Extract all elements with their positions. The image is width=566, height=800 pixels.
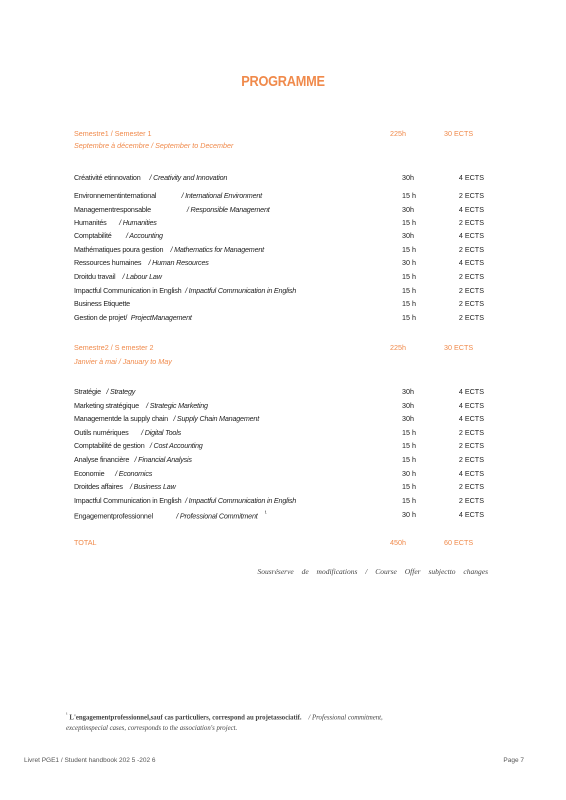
- course-name-fr: Managementresponsable: [74, 205, 151, 214]
- course-hours: 15 h: [402, 482, 416, 491]
- course-ects: 2 ECTS: [458, 496, 484, 505]
- semester1-dates: Septembre à décembre / September to December: [74, 141, 234, 150]
- course-ects: 4 ECTS: [458, 205, 484, 214]
- course-name-en: / Responsible Management: [186, 205, 270, 214]
- course-hours: 15 h: [402, 272, 416, 281]
- course-ects: 2 ECTS: [458, 272, 484, 281]
- course-hours: 30h: [402, 387, 414, 396]
- semester1-ects: 30 ECTS: [444, 129, 474, 138]
- total-hours: 450h: [390, 538, 406, 547]
- course-row: [74, 311, 494, 324]
- course-row: [74, 284, 494, 297]
- course-hours: 30h: [402, 401, 414, 410]
- course-name-en: / Strategy: [106, 387, 136, 396]
- course-name-en: / Labour Law: [122, 272, 162, 281]
- course-name-en: / Digital Tools: [141, 428, 182, 437]
- footnote-en-2: exceptinspecial cases, corresponds to the association's project.: [66, 725, 238, 733]
- footnote: [66, 710, 486, 734]
- course-name-en: / Mathematics for Management: [170, 245, 264, 254]
- course-ects: 4 ECTS: [458, 510, 484, 519]
- course-ects: 2 ECTS: [458, 441, 484, 450]
- course-row: [74, 494, 494, 507]
- semester2-ects: 30 ECTS: [444, 343, 474, 352]
- course-hours: 15 h: [402, 245, 416, 254]
- footnote-mark: ¹: [66, 712, 68, 718]
- course-hours: 30h: [402, 414, 414, 423]
- semester1-hours: 225h: [390, 129, 406, 138]
- course-name-en: / Human Resources: [148, 258, 209, 267]
- course-name-fr: Economie: [74, 469, 105, 478]
- course-hours: 15 h: [402, 299, 416, 308]
- course-name-en: / Strategic Marketing: [146, 401, 208, 410]
- total-label: TOTAL: [74, 538, 97, 547]
- page-title: PROGRAMME: [241, 73, 325, 90]
- course-name-fr: Engagementprofessionnel: [74, 511, 153, 521]
- course-ects: 4 ECTS: [458, 414, 484, 423]
- course-hours: 15 h: [402, 286, 416, 295]
- course-name-fr: Stratégie: [74, 387, 101, 396]
- course-name-en: / Supply Chain Management: [173, 414, 260, 423]
- course-hours: 15 h: [402, 191, 416, 200]
- course-row: [74, 385, 494, 398]
- course-hours: 30 h: [402, 469, 416, 478]
- course-name-fr: Environnementinternational: [74, 191, 157, 200]
- course-hours: 30 h: [402, 510, 416, 519]
- semester2-hours: 225h: [390, 343, 406, 352]
- course-name-fr: Droitdu travail: [74, 272, 116, 281]
- course-name-fr: Managementde la supply chain: [74, 414, 168, 423]
- total-ects: 60 ECTS: [444, 538, 474, 547]
- course-name-fr: Comptabilité: [74, 231, 112, 240]
- course-name-en: / Accounting: [125, 231, 163, 240]
- course-ects: 2 ECTS: [458, 245, 484, 254]
- course-row: [74, 426, 494, 439]
- course-hours: 15 h: [402, 455, 416, 464]
- course-name-fr: Ressources humaines: [74, 258, 142, 267]
- course-name-en: / Humanities: [119, 218, 157, 227]
- course-ects: 4 ECTS: [458, 173, 484, 182]
- semester2-title: Semestre2 / S emester 2: [74, 343, 154, 352]
- course-row: [74, 467, 494, 480]
- course-hours: 30h: [402, 205, 414, 214]
- course-ects: 2 ECTS: [458, 286, 484, 295]
- course-row: [74, 189, 494, 202]
- course-name-fr: Impactful Communication in English: [74, 496, 182, 505]
- course-row: [74, 243, 494, 256]
- course-hours: 30h: [402, 231, 414, 240]
- course-name-fr: Droitdes affaires: [74, 482, 123, 491]
- semester1-title: Semestre1 / Semester 1: [74, 129, 152, 138]
- course-hours: 15 h: [402, 441, 416, 450]
- course-hours: 30h: [402, 173, 414, 182]
- course-ects: 4 ECTS: [458, 258, 484, 267]
- course-name-fr: Gestion de projet/: [74, 313, 128, 322]
- course-row: [74, 270, 494, 283]
- course-row: [74, 216, 494, 229]
- course-ects: 2 ECTS: [458, 218, 484, 227]
- course-name-fr: Analyse financière: [74, 455, 130, 464]
- course-ects: 2 ECTS: [458, 191, 484, 200]
- course-name-en: / Cost Accounting: [149, 441, 203, 450]
- course-name-en: / Business Law: [130, 482, 176, 491]
- course-hours: 15 h: [402, 496, 416, 505]
- course-name-fr: Humanités: [74, 218, 107, 227]
- course-name-fr: Outils numériques: [74, 428, 129, 437]
- course-hours: 15 h: [402, 218, 416, 227]
- course-row: [74, 256, 494, 269]
- page-number: Page 7: [503, 757, 524, 764]
- course-name-fr: Créativité etinnovation: [74, 173, 141, 182]
- course-row: [74, 453, 494, 466]
- footnote-ref: ¹: [264, 511, 267, 517]
- course-row: [74, 171, 494, 184]
- course-row: [74, 508, 494, 521]
- course-ects: 4 ECTS: [458, 401, 484, 410]
- footnote-fr: L'engagementprofessionnel,sauf cas particuliers, correspond au projetassociatif.: [69, 714, 302, 722]
- disclaimer: Sousréserve de modifications / Course Offer subjectto changes: [257, 567, 488, 576]
- course-hours: 15 h: [402, 428, 416, 437]
- course-ects: 2 ECTS: [458, 299, 484, 308]
- course-row: [74, 203, 494, 216]
- course-ects: 2 ECTS: [458, 482, 484, 491]
- course-name-en: ProjectManagement: [130, 313, 192, 322]
- course-row: [74, 439, 494, 452]
- course-name-en: / Impactful Communication in English: [185, 496, 297, 505]
- course-name-fr: Business Etiquette: [74, 299, 130, 308]
- course-ects: 2 ECTS: [458, 313, 484, 322]
- course-ects: 2 ECTS: [458, 428, 484, 437]
- course-name-fr: Mathématiques poura gestion: [74, 245, 164, 254]
- course-name-en: / Impactful Communication in English: [185, 286, 297, 295]
- footnote-en-1: / Professional commitment,: [308, 714, 383, 722]
- course-ects: 4 ECTS: [458, 231, 484, 240]
- footer-left: Livret PGE1 / Student handbook 202 5 -202 6: [24, 757, 156, 764]
- course-hours: 30 h: [402, 258, 416, 267]
- course-name-en: / Financial Analysis: [134, 455, 192, 464]
- course-ects: 4 ECTS: [458, 469, 484, 478]
- semester2-dates: Janvier à mai / January to May: [74, 357, 172, 366]
- total-row: [74, 538, 494, 547]
- course-row: [74, 229, 494, 242]
- course-row: [74, 480, 494, 493]
- course-name-en: / International Environment: [181, 191, 262, 200]
- course-ects: 2 ECTS: [458, 455, 484, 464]
- course-name-fr: Comptabilité de gestion: [74, 441, 145, 450]
- course-name-fr: Marketing stratégique: [74, 401, 139, 410]
- course-row: [74, 297, 494, 310]
- course-row: [74, 412, 494, 425]
- course-hours: 15 h: [402, 313, 416, 322]
- course-name-fr: Impactful Communication in English: [74, 286, 182, 295]
- course-name-en: / Professional Commitment: [176, 511, 258, 521]
- course-row: [74, 399, 494, 412]
- course-name-en: / Economics: [115, 469, 153, 478]
- course-name-en: / Creativity and Innovation: [149, 173, 228, 182]
- course-ects: 4 ECTS: [458, 387, 484, 396]
